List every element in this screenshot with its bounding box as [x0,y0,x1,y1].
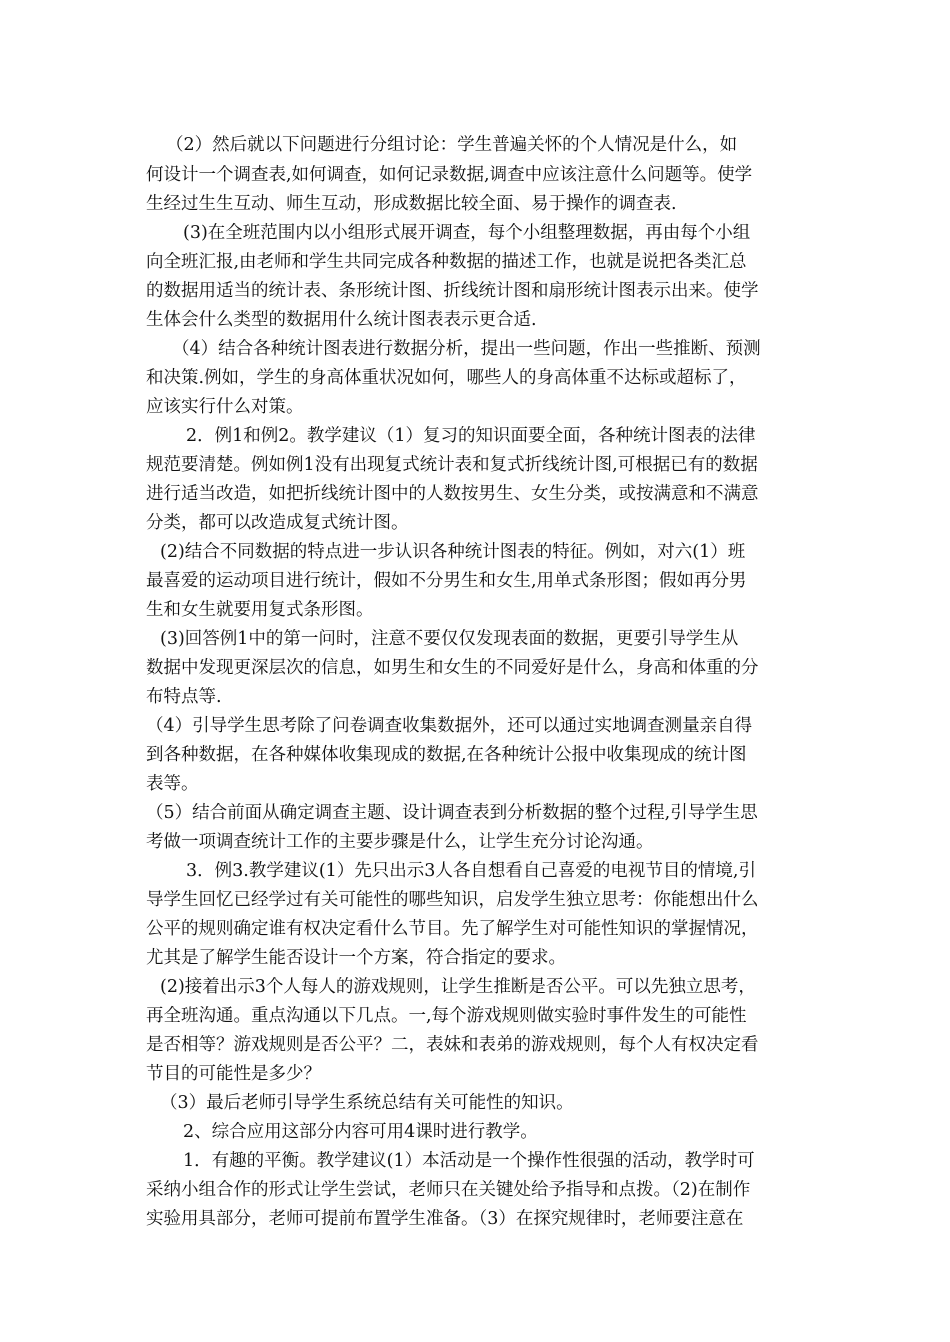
text-line: 尤其是了解学生能否设计一个方案，符合指定的要求。 [146,948,566,968]
text-line: 生和女生就要用复式条形图。 [146,600,374,620]
text-line: 是否相等？游戏规则是否公平？二，表妹和表弟的游戏规则，每个人有权决定看 [146,1035,759,1055]
text-line: (3)回答例1中的第一问时，注意不要仅仅发现表面的数据，更要引导学生从 [160,629,739,649]
text-line: 到各种数据，在各种媒体收集现成的数据,在各种统计公报中收集现成的统计图 [146,745,747,765]
text-line: 布特点等. [146,687,222,707]
text-line: 分类，都可以改造成复式统计图。 [146,513,409,533]
text-line: 最喜爱的运动项目进行统计，假如不分男生和女生,用单式条形图；假如再分男 [146,571,747,591]
text-line: 向全班汇报,由老师和学生共同完成各种数据的描述工作，也就是说把各类汇总 [146,252,747,272]
text-line: 再全班沟通。重点沟通以下几点。一,每个游戏规则做实验时事件发生的可能性 [146,1006,747,1026]
text-line: 实验用具部分，老师可提前布置学生准备。（3）在探究规律时，老师要注意在 [146,1209,744,1229]
text-line: （4）引导学生思考除了问卷调查收集数据外，还可以通过实地调查测量亲自得 [146,716,753,736]
text-line: （3）最后老师引导学生系统总结有关可能性的知识。 [160,1093,574,1113]
text-line: 数据中发现更深层次的信息，如男生和女生的不同爱好是什么，身高和体重的分 [146,658,759,678]
text-line: （4）结合各种统计图表进行数据分析，提出一些问题，作出一些推断、预测 [172,339,761,359]
text-line: 生体会什么类型的数据用什么统计图表表示更合适. [146,310,537,330]
text-line: (2)接着出示3个人每人的游戏规则，让学生推断是否公平。可以先独立思考， [160,977,756,997]
text-line: 的数据用适当的统计表、条形统计图、折线统计图和扇形统计图表示出来。使学 [146,281,759,301]
text-line: 采纳小组合作的形式让学生尝试，老师只在关键处给予指导和点拨。（2)在制作 [146,1180,751,1200]
text-line: 2、综合应用这部分内容可用4课时进行教学。 [183,1122,538,1142]
text-line: 2．例1和例2。教学建议（1）复习的知识面要全面，各种统计图表的法律 [186,426,756,446]
text-line: 进行适当改造，如把折线统计图中的人数按男生、女生分类，或按满意和不满意 [146,484,759,504]
text-line: 节目的可能性是多少？ [146,1064,321,1084]
text-line: 考做一项调查统计工作的主要步骤是什么，让学生充分讨论沟通。 [146,832,654,852]
text-line: 表等。 [146,774,199,794]
text-line: 1．有趣的平衡。教学建议(1）本活动是一个操作性很强的活动，教学时可 [183,1151,755,1171]
text-line: 生经过生生互动、师生互动，形成数据比较全面、易于操作的调查表. [146,194,677,214]
text-line: 何设计一个调查表,如何调查，如何记录数据,调查中应该注意什么问题等。使学 [146,165,753,185]
text-line: 导学生回忆已经学过有关可能性的哪些知识，启发学生独立思考：你能想出什么 [146,890,759,910]
text-line: 应该实行什么对策。 [146,397,304,417]
text-line: (3)在全班范围内以小组形式展开调查，每个小组整理数据，再由每个小组 [183,223,751,243]
text-line: 公平的规则确定谁有权决定看什么节目。先了解学生对可能性知识的掌握情况， [146,919,759,939]
text-line: （5）结合前面从确定调查主题、设计调查表到分析数据的整个过程,引导学生思 [146,803,758,823]
text-line: 3．例3.教学建议(1）先只出示3人各自想看自己喜爱的电视节目的情境,引 [186,861,756,881]
text-line: 规范要清楚。例如例1没有出现复式统计表和复式折线统计图,可根据已有的数据 [146,455,758,475]
text-line: 和决策.例如，学生的身高体重状况如何，哪些人的身高体重不达标或超标了， [146,368,747,388]
text-line: (2)结合不同数据的特点进一步认识各种统计图表的特征。例如，对六(1）班 [160,542,746,562]
text-line: （2）然后就以下问题进行分组讨论：学生普遍关怀的个人情况是什么，如 [166,135,738,155]
